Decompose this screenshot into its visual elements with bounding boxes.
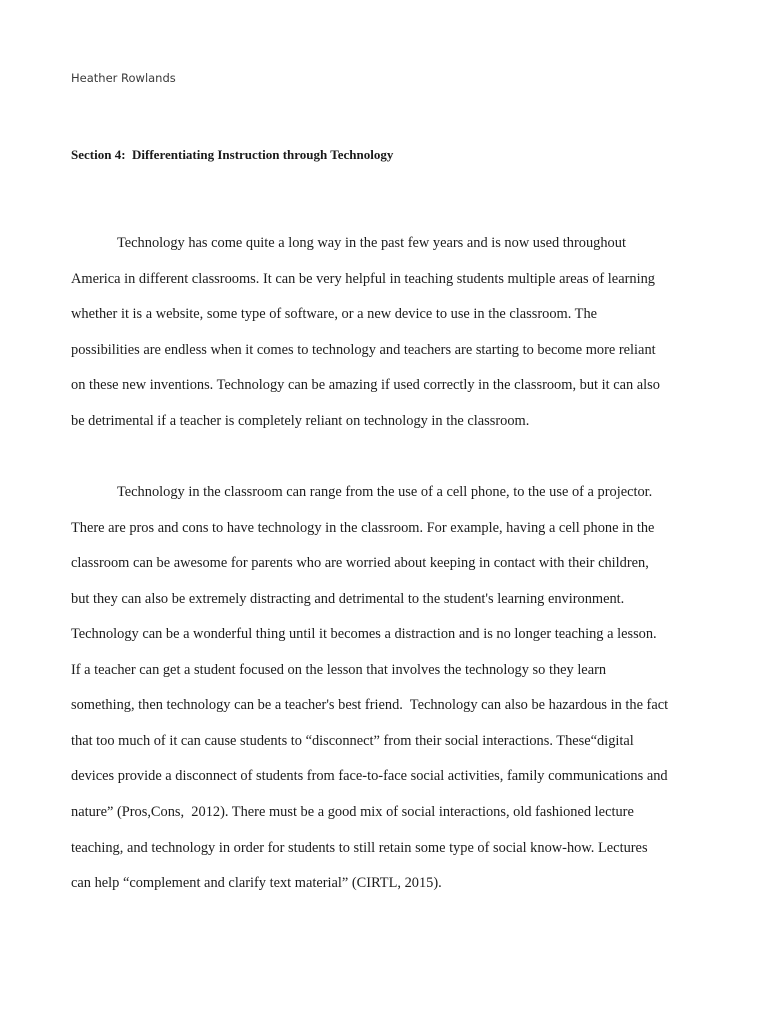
paragraph-line: something, then technology can be a teacher's best friend. Technology can also be hazardous in the fact — [71, 697, 669, 713]
paragraph-line: that too much of it can cause students to “disconnect” from their social interactions. These“digital — [71, 733, 634, 749]
paragraph-line: nature” (Pros,Cons, 2012). There must be a good mix of social interactions, old fashioned lecture — [71, 804, 634, 820]
paragraph-line: but they can also be extremely distracting and detrimental to the student's learning environment. — [71, 591, 625, 607]
author-name: Heather Rowlands — [71, 71, 176, 85]
paragraph-line: can help “complement and clarify text material” (CIRTL, 2015). — [71, 875, 442, 891]
paragraph-line: on these new inventions. Technology can be amazing if used correctly in the classroom, but it can also — [71, 377, 660, 393]
paragraph-line: Technology has come quite a long way in the past few years and is now used throughout — [117, 235, 626, 251]
paragraph-line: Technology can be a wonderful thing until it becomes a distraction and is no longer teaching a lesson. — [71, 626, 657, 642]
paragraph-line: devices provide a disconnect of students from face-to-face social activities, family communications and — [71, 768, 668, 784]
paragraph-line: America in different classrooms. It can be very helpful in teaching students multiple areas of learning — [71, 271, 655, 287]
paragraph-line: classroom can be awesome for parents who are worried about keeping in contact with their children, — [71, 555, 649, 571]
paragraph-line: whether it is a website, some type of software, or a new device to use in the classroom. The — [71, 306, 598, 322]
section-heading: Section 4: Differentiating Instruction through Technology — [71, 147, 394, 162]
paragraph-line: teaching, and technology in order for students to still retain some type of social know-how. Lectures — [71, 840, 648, 856]
paragraph-line: Technology in the classroom can range from the use of a cell phone, to the use of a projector. — [117, 484, 653, 500]
paragraph-line: There are pros and cons to have technology in the classroom. For example, having a cell phone in the — [71, 520, 655, 536]
paragraph-line: be detrimental if a teacher is completely reliant on technology in the classroom. — [71, 413, 530, 429]
paragraph-line: If a teacher can get a student focused on the lesson that involves the technology so they learn — [71, 662, 607, 678]
paragraph-line: possibilities are endless when it comes to technology and teachers are starting to become more reliant — [71, 342, 656, 358]
